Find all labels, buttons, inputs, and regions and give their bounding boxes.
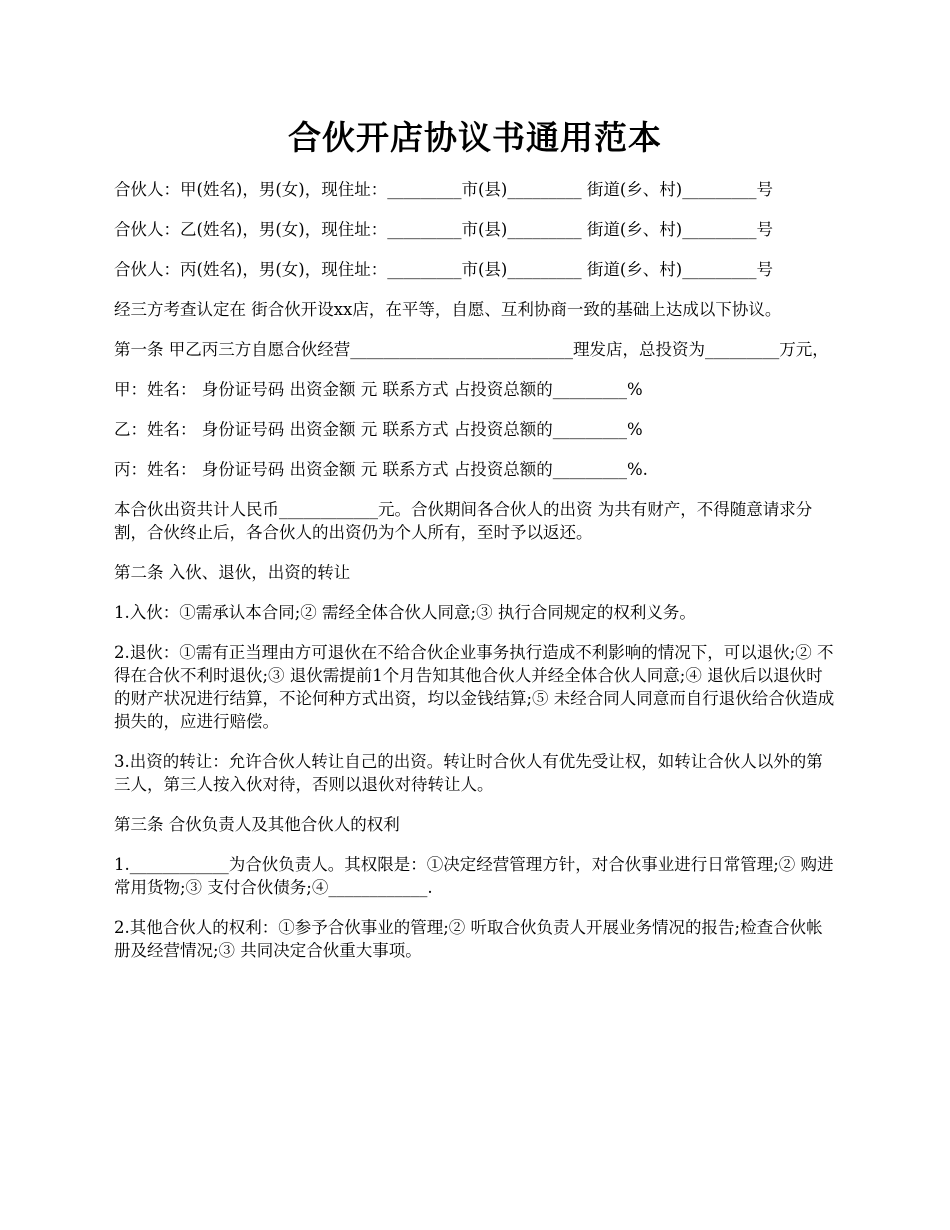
transfer-paragraph: 3.出资的转让：允许合伙人转让自己的出资。转让时合伙人有优先受让权，如转让合伙人以外的第三人，第三人按入伙对待，否则以退伙对待转让人。 xyxy=(114,752,823,794)
partner-b-paragraph: 合伙人：乙(姓名)，男(女)，现住址：_________市(县)_________ 街道(乡、村)_________号 xyxy=(114,220,773,239)
document-title: 合伙开店协议书通用范本 xyxy=(288,118,662,157)
other-partners-rights-paragraph: 2.其他合伙人的权利：①参予合伙事业的管理;② 听取合伙负责人开展业务情况的报告;检查合伙帐册及经营情况;③ 共同决定合伙重大事项。 xyxy=(114,918,823,960)
investor-a-paragraph: 甲：姓名： 身份证号码 出资金额 元 联系方式 占投资总额的_________% xyxy=(114,380,643,399)
preamble-paragraph: 经三方考查认定在 街合伙开设xx店，在平等，自愿、互利协商一致的基础上达成以下协议。 xyxy=(114,300,782,319)
article-3-heading: 第三条 合伙负责人及其他合伙人的权利 xyxy=(114,815,400,834)
document-body xyxy=(114,178,836,979)
investor-b-paragraph: 乙：姓名： 身份证号码 出资金额 元 联系方式 占投资总额的_________% xyxy=(114,420,643,439)
withdrawal-paragraph: 2.退伙：①需有正当理由方可退伙在不给合伙企业事务执行造成不利影响的情况下，可以退伙;② 不得在合伙不利时退伙;③ 退伙需提前1个月告知其他合伙人并经全体合伙人同意;④ 退伙后以退伙时的财产状况进行结算，不论何种方式出资，均以金钱结算;⑤ 未经合同人同意而自行退伙给合伙造成损失的，应进行赔偿。 xyxy=(114,643,835,731)
partner-c-paragraph: 合伙人：丙(姓名)，男(女)，现住址：_________市(县)_________ 街道(乡、村)_________号 xyxy=(114,260,773,279)
investor-c-paragraph: 丙：姓名： 身份证号码 出资金额 元 联系方式 占投资总额的_________%. xyxy=(114,460,648,479)
article-1-paragraph: 第一条 甲乙丙三方自愿合伙经营___________________________理发店，总投资为_________万元， xyxy=(114,340,829,359)
partner-a-paragraph: 合伙人：甲(姓名)，男(女)，现住址：_________市(县)_________ 街道(乡、村)_________号 xyxy=(114,180,773,199)
manager-rights-paragraph: 1.____________为合伙负责人。其权限是：①决定经营管理方针，对合伙事业进行日常管理;② 购进常用货物;③ 支付合伙债务;④____________. xyxy=(114,855,834,897)
joining-paragraph: 1.入伙：①需承认本合同;② 需经全体合伙人同意;③ 执行合同规定的权利义务。 xyxy=(114,603,696,622)
total-capital-paragraph: 本合伙出资共计人民币____________元。合伙期间各合伙人的出资 为共有财产，不得随意请求分割，合伙终止后，各合伙人的出资仍为个人所有，至时予以返还。 xyxy=(114,500,813,542)
article-2-heading: 第二条 入伙、退伙，出资的转让 xyxy=(114,563,351,582)
